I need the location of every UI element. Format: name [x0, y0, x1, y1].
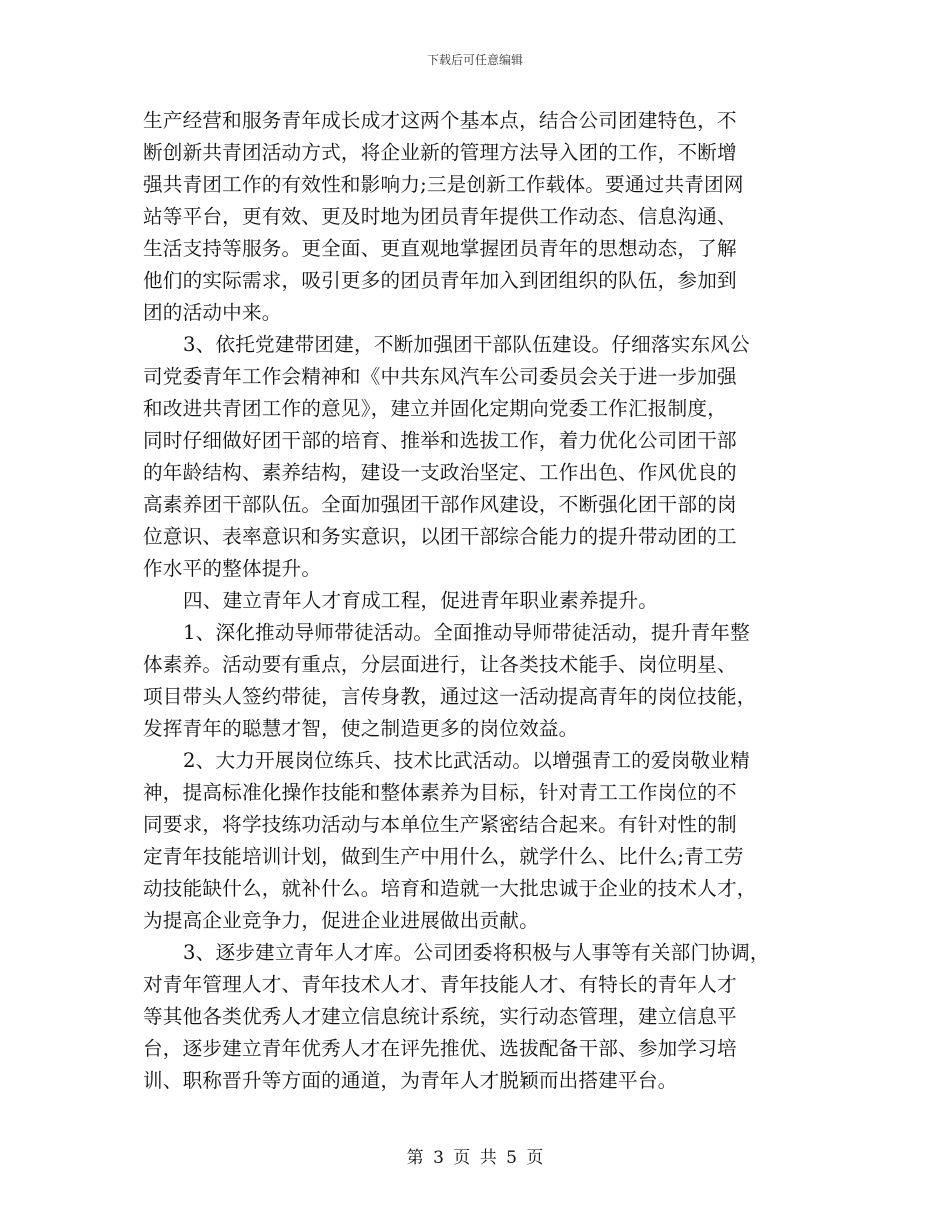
text-line: 和改进共青团工作的意见》，建立并固化定期向党委工作汇报制度，	[143, 397, 728, 420]
paragraph-first-line: 3、依托党建带团建，不断加强团干部队伍建设。仔细落实东风公	[183, 333, 750, 356]
text-line: 同要求，将学技练功活动与本单位生产紧密结合起来。有针对性的制	[143, 813, 737, 836]
text-line: 训、职称晋升等方面的通道，为青年人才脱颖而出搭建平台。	[143, 1069, 678, 1092]
text-line: 项目带头人签约带徒，言传身教，通过这一活动提高青年的岗位技能，	[143, 685, 757, 708]
text-line: 断创新共青团活动方式，将企业新的管理方法导入团的工作，不断增	[143, 141, 737, 164]
text-line: 的年龄结构、素养结构，建设一支政治坚定、工作出色、作风优良的	[143, 461, 737, 484]
text-line: 强共青团工作的有效性和影响力;三是创新工作载体。要通过共青团网	[143, 173, 744, 196]
text-line: 动技能缺什么，就补什么。培育和造就一大批忠诚于企业的技术人才，	[143, 877, 757, 900]
text-line: 作水平的整体提升。	[143, 557, 322, 580]
page-number-footer: 第 3 页 共 5 页	[406, 1148, 544, 1168]
paragraph-first-line: 2、大力开展岗位练兵、技术比武活动。以增强青工的爱岗敬业精	[183, 749, 750, 772]
paragraph-first-line: 3、逐步建立青年人才库。公司团委将积极与人事等有关部门协调，	[183, 941, 770, 964]
paragraph-first-line: 四、建立青年人才育成工程，促进青年职业素养提升。	[183, 589, 659, 612]
text-line: 同时仔细做好团干部的培育、推举和选拔工作，着力优化公司团干部	[143, 429, 737, 452]
page-header: 下载后可任意编辑	[426, 53, 523, 67]
text-line: 对青年管理人才、青年技术人才、青年技能人才、有特长的青年人才	[143, 973, 737, 996]
text-line: 他们的实际需求，吸引更多的团员青年加入到团组织的队伍，参加到	[143, 269, 737, 292]
text-line: 高素养团干部队伍。全面加强团干部作风建设，不断强化团干部的岗	[143, 493, 737, 516]
text-line: 神，提高标准化操作技能和整体素养为目标，针对青工工作岗位的不	[143, 781, 737, 804]
text-line: 为提高企业竞争力，促进企业进展做出贡献。	[143, 909, 539, 932]
document-body	[143, 105, 843, 1097]
text-line: 位意识、表率意识和务实意识，以团干部综合能力的提升带动团的工	[143, 525, 737, 548]
text-line: 生活支持等服务。更全面、更直观地掌握团员青年的思想动态，了解	[143, 237, 737, 260]
text-line: 司党委青年工作会精神和《中共东风汽车公司委员会关于进一步加强	[143, 365, 737, 388]
text-line: 体素养。活动要有重点，分层面进行，让各类技术能手、岗位明星、	[143, 653, 737, 676]
text-line: 等其他各类优秀人才建立信息统计系统，实行动态管理，建立信息平	[143, 1005, 737, 1028]
text-line: 台，逐步建立青年优秀人才在评先推优、选拔配备干部、参加学习培	[143, 1037, 737, 1060]
text-line: 发挥青年的聪慧才智，使之制造更多的岗位效益。	[143, 717, 579, 740]
text-line: 生产经营和服务青年成长成才这两个基本点，结合公司团建特色，不	[143, 109, 737, 132]
text-line: 站等平台，更有效、更及时地为团员青年提供工作动态、信息沟通、	[143, 205, 737, 228]
text-line: 定青年技能培训计划，做到生产中用什么，就学什么、比什么;青工劳	[143, 845, 744, 868]
paragraph-first-line: 1、深化推动导师带徒活动。全面推动导师带徒活动，提升青年整	[183, 621, 750, 644]
text-line: 团的活动中来。	[143, 301, 282, 324]
